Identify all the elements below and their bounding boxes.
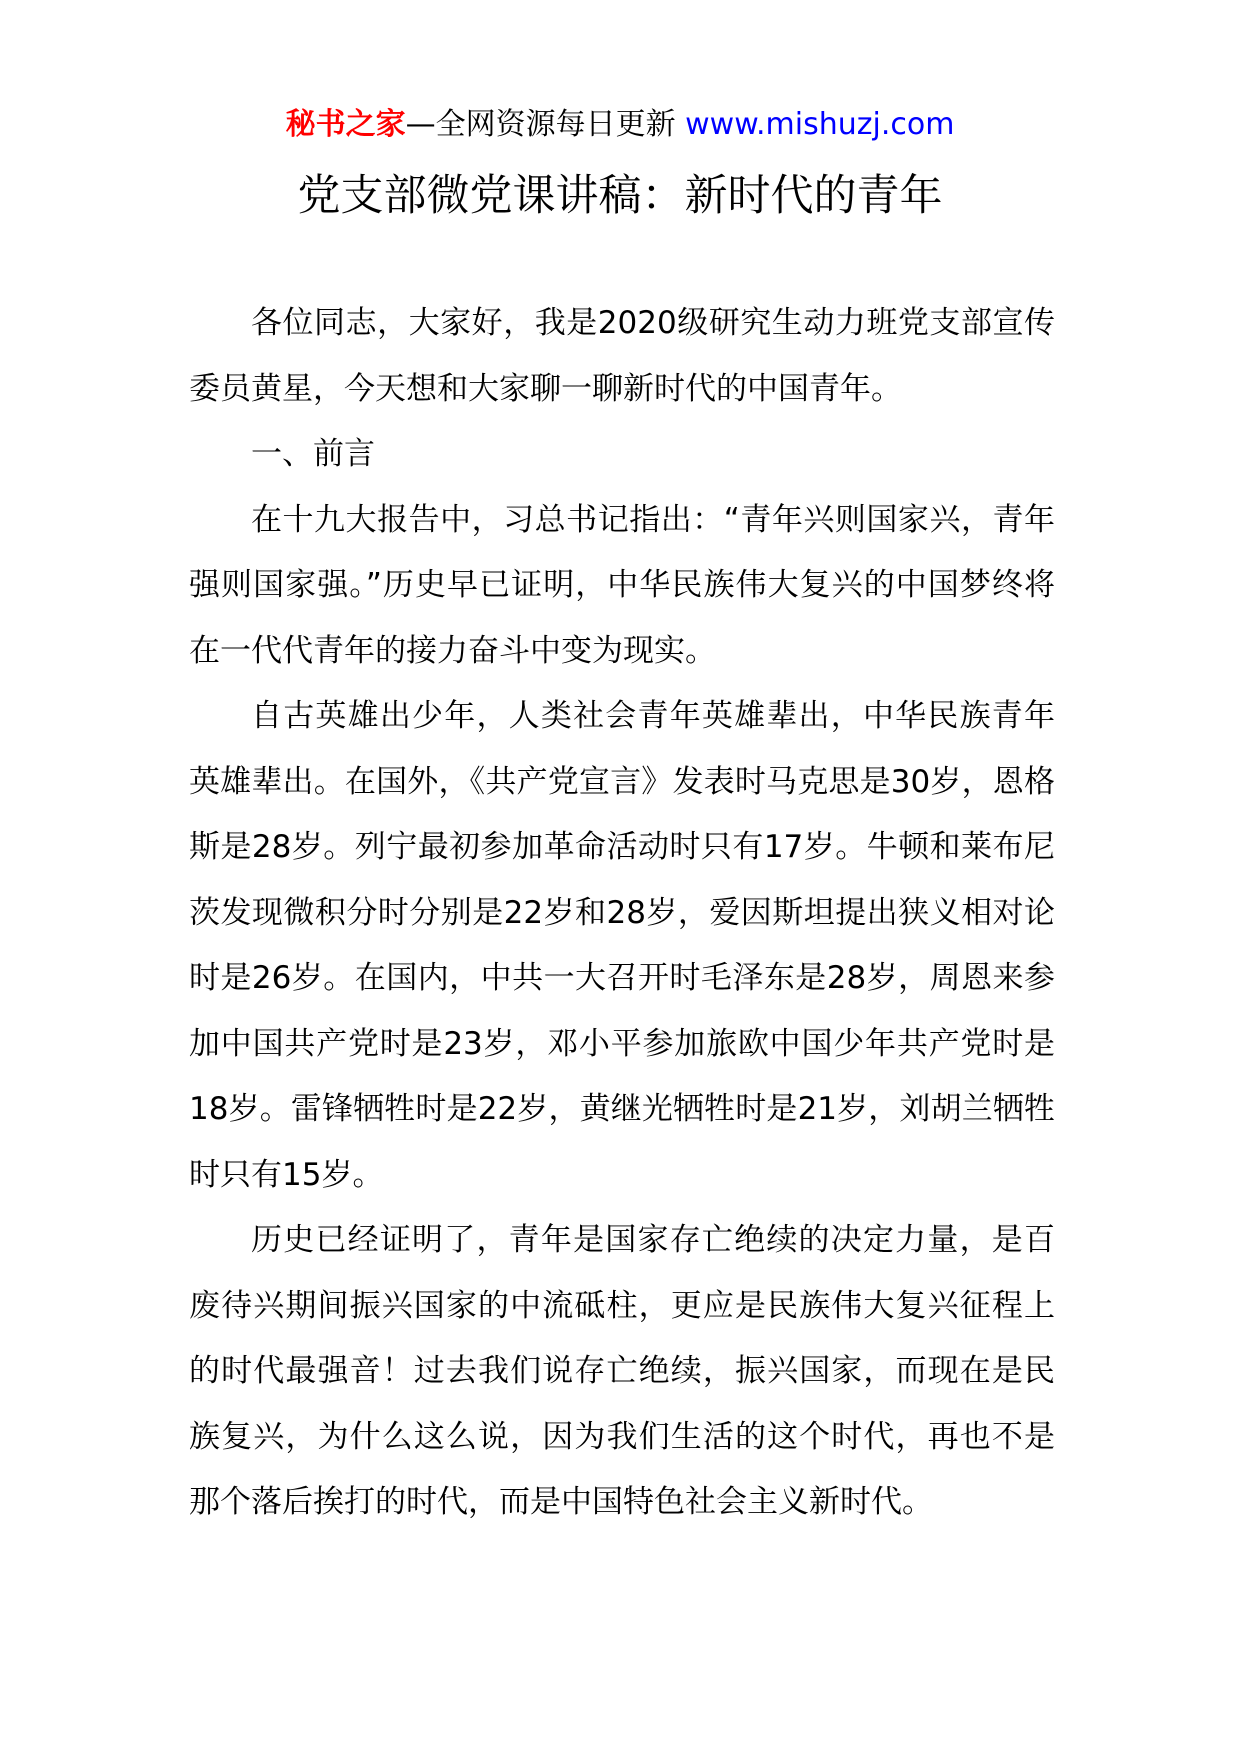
section-heading-preface: 一、前言 bbox=[251, 436, 375, 472]
site-slogan: —全网资源每日更新 bbox=[405, 107, 686, 142]
site-url-link[interactable]: www.mishuzj.com bbox=[685, 107, 955, 142]
paragraph-heroes: 自古英雄出少年，人类社会青年英雄辈出，中华民族青年英雄辈出。在国外，《共产党宣言》发表时马克思是30岁，恩格斯是28岁。列宁最初参加革命活动时只有17岁。牛顿和莱布尼茨发现微积分时分别是22岁和28岁，爱因斯坦提出狭义相对论时是26岁。在国内，中共一大召开时毛泽东是28岁，周恩来参加中国共产党时是23岁，邓小平参加旅欧中国少年共产党时是18岁。雷锋牺牲时是22岁，黄继光牺牲时是21岁，刘胡兰牺牲时只有15岁。 bbox=[189, 698, 1055, 1193]
document-body bbox=[189, 291, 1055, 1536]
paragraph-greeting: 各位同志，大家好，我是2020级研究生动力班党支部宣传委员黄星，今天想和大家聊一聊新时代的中国青年。 bbox=[189, 305, 1055, 407]
paragraph-history: 历史已经证明了，青年是国家存亡绝续的决定力量，是百废待兴期间振兴国家的中流砥柱，更应是民族伟大复兴征程上的时代最强音！过去我们说存亡绝续，振兴国家，而现在是民族复兴，为什么这么说，因为我们生活的这个时代，再也不是那个落后挨打的时代，而是中国特色社会主义新时代。 bbox=[189, 1222, 1055, 1520]
document-title: 党支部微党课讲稿：新时代的青年 bbox=[297, 171, 943, 221]
site-header bbox=[0, 100, 1240, 150]
paragraph-quote: 在十九大报告中，习总书记指出：“青年兴则国家兴，青年强则国家强。”历史早已证明，中华民族伟大复兴的中国梦终将在一代代青年的接力奋斗中变为现实。 bbox=[189, 501, 1055, 669]
site-brand: 秘书之家 bbox=[285, 107, 406, 142]
